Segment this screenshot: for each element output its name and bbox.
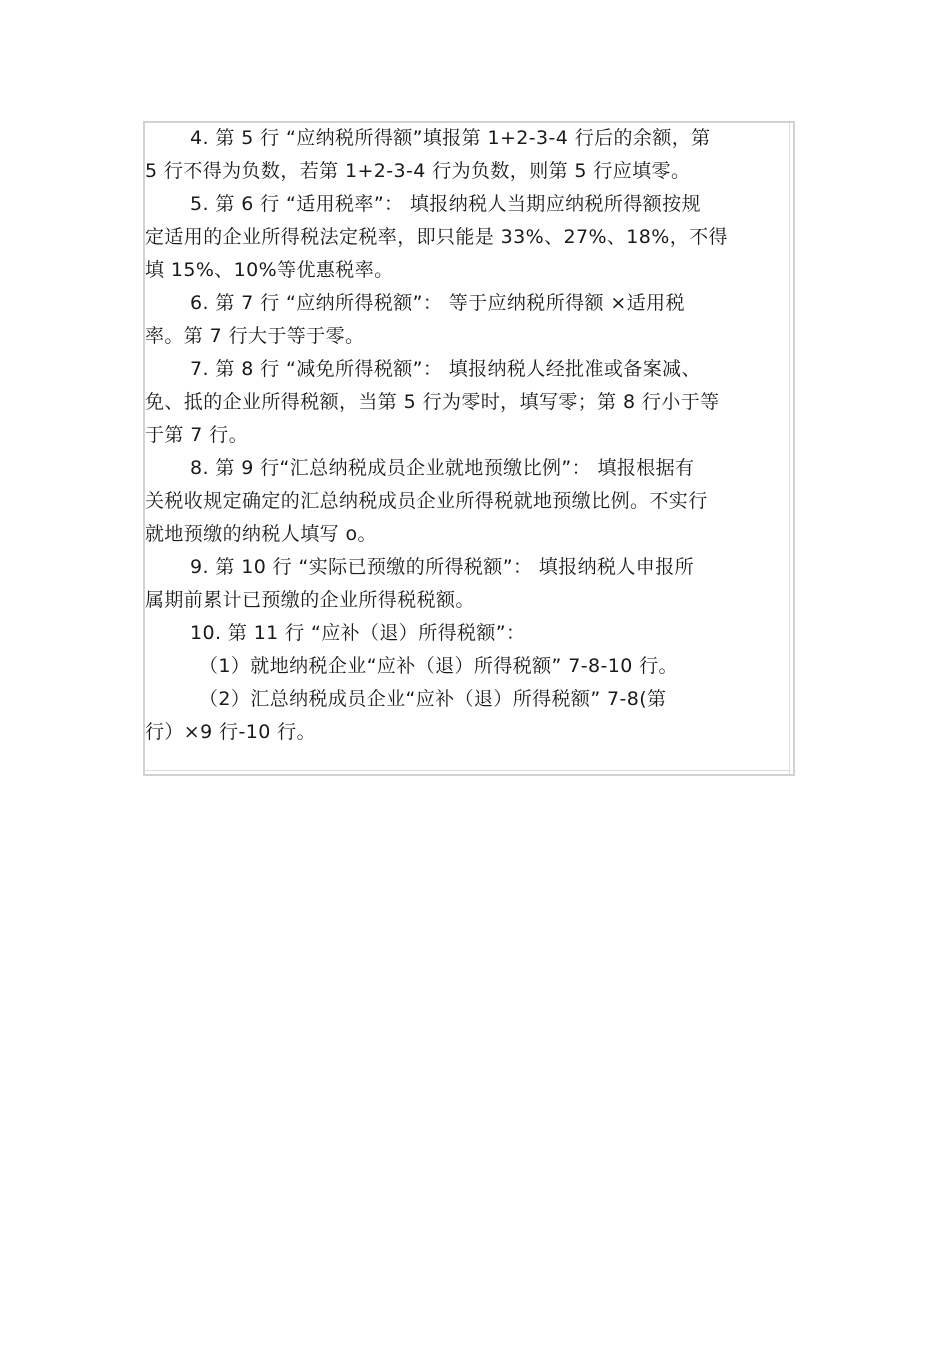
paragraph-line: 5. 第 6 行 “适用税率”： 填报纳税人当期应纳税所得额按规 xyxy=(190,193,701,215)
paragraph-line: 于第 7 行。 xyxy=(145,424,248,446)
paragraph-line: （2）汇总纳税成员企业“应补（退）所得税额” 7-8(第 xyxy=(199,688,667,710)
document-body xyxy=(145,122,793,749)
paragraph-line: 免、抵的企业所得税额，当第 5 行为零时，填写零；第 8 行小于等 xyxy=(145,391,720,413)
paragraph-line: 4. 第 5 行 “应纳税所得额”填报第 1+2-3-4 行后的余额，第 xyxy=(190,127,711,149)
paragraph-line: 填 15%、10%等优惠税率。 xyxy=(145,259,394,281)
paragraph-line: 率。第 7 行大于等于零。 xyxy=(145,325,365,347)
paragraph-line: 关税收规定确定的汇总纳税成员企业所得税就地预缴比例。不实行 xyxy=(145,490,708,512)
paragraph-line: 9. 第 10 行 “实际已预缴的所得税额”： 填报纳税人申报所 xyxy=(190,556,694,578)
paragraph-line: 就地预缴的纳税人填写 o。 xyxy=(145,523,377,545)
paragraph-line: （1）就地纳税企业“应补（退）所得税额” 7-8-10 行。 xyxy=(199,655,678,677)
paragraph-line: 7. 第 8 行 “减免所得税额”： 填报纳税人经批准或备案减、 xyxy=(190,358,701,380)
paragraph-line: 6. 第 7 行 “应纳所得税额”： 等于应纳税所得额 ×适用税 xyxy=(190,292,685,314)
paragraph-line: 8. 第 9 行“汇总纳税成员企业就地预缴比例”： 填报根据有 xyxy=(190,457,695,479)
paragraph-line: 10. 第 11 行 “应补（退）所得税额”： xyxy=(190,622,526,644)
paragraph-line: 5 行不得为负数，若第 1+2-3-4 行为负数，则第 5 行应填零。 xyxy=(145,160,691,182)
paragraph-line: 行）×9 行-10 行。 xyxy=(145,721,316,743)
paragraph-line: 属期前累计已预缴的企业所得税税额。 xyxy=(145,589,475,611)
paragraph-line: 定适用的企业所得税法定税率，即只能是 33%、27%、18%，不得 xyxy=(145,226,728,248)
